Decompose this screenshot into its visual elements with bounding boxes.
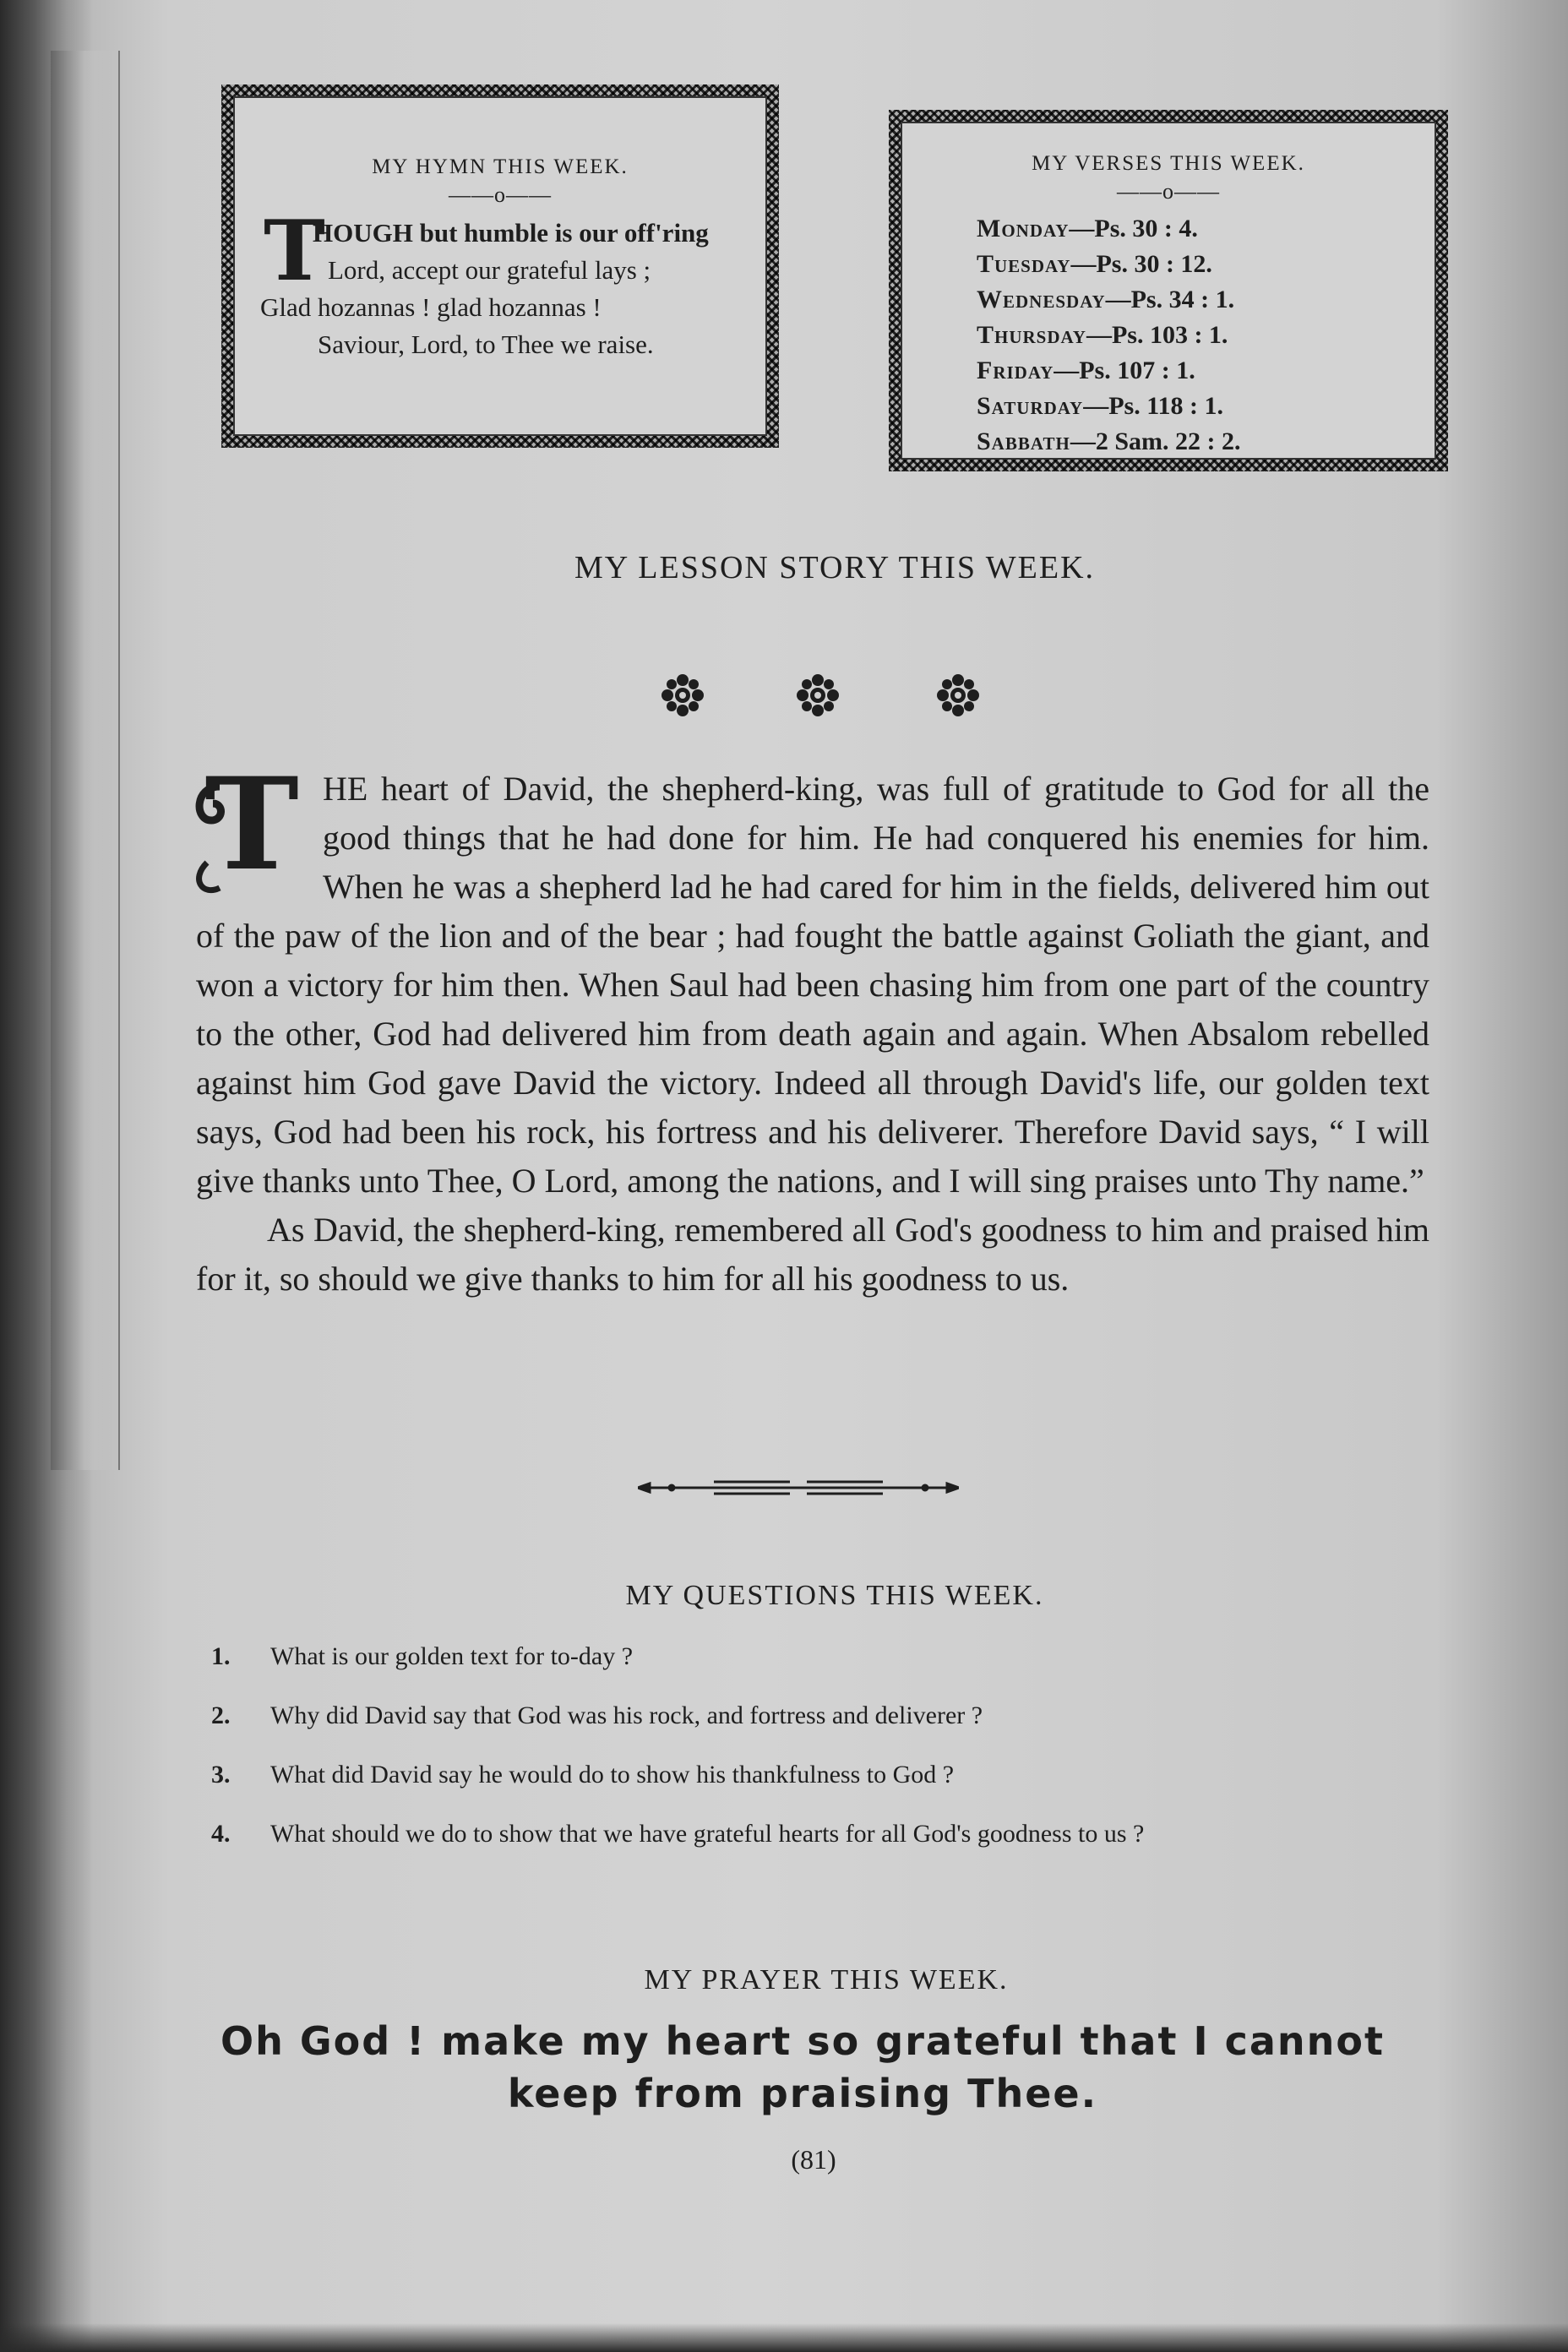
- hymn-title: MY HYMN THIS WEEK.: [372, 155, 629, 178]
- verse-tuesday: Tuesday—Ps. 30 : 12.: [977, 250, 1212, 278]
- verses-box: [889, 110, 1448, 471]
- verses-box-inner: [901, 122, 1436, 460]
- hymn-line-3: Glad hozannas ! glad hozannas !: [260, 292, 602, 322]
- question-number: 4.: [211, 1820, 231, 1848]
- hymn-line-1: HOUGH but humble is our off'ring: [313, 218, 709, 248]
- verse-friday: Friday—Ps. 107 : 1.: [977, 357, 1195, 384]
- hymn-box: [221, 84, 779, 448]
- verses-list: [902, 211, 1435, 460]
- question-number: 3.: [211, 1761, 231, 1788]
- question-item: [211, 1639, 1428, 1674]
- question-number: 2.: [211, 1701, 231, 1729]
- page-fold: [51, 51, 120, 1470]
- prayer-heading: MY PRAYER THIS WEEK.: [644, 1964, 1009, 1995]
- verse-monday: Monday—Ps. 30 : 4.: [977, 215, 1198, 242]
- question-text: Why did David say that God was his rock, and fortress and deliverer ?: [270, 1701, 983, 1729]
- question-text: What is our golden text for to-day ?: [270, 1642, 634, 1670]
- questions-heading: MY QUESTIONS THIS WEEK.: [625, 1580, 1044, 1611]
- lesson-story: [196, 750, 1429, 1304]
- page-bottom-edge: [0, 2323, 1568, 2352]
- page-number: (81): [791, 2144, 836, 2175]
- divider-ornament-icon: [638, 1475, 959, 1500]
- question-item: [211, 1757, 1428, 1793]
- question-item: [211, 1816, 1428, 1852]
- verse-thursday: Thursday—Ps. 103 : 1.: [977, 321, 1228, 349]
- prayer-text: Oh God ! make my heart so grateful that I cannot keep from praising Thee.: [220, 2018, 1385, 2116]
- verse-saturday: Saturday—Ps. 118 : 1.: [977, 392, 1224, 420]
- hymn-box-inner: [233, 96, 767, 436]
- hymn-drop-cap: T: [264, 203, 325, 300]
- hymn-line-2: Lord, accept our grateful lays ;: [328, 255, 651, 285]
- question-text: What did David say he would do to show his thankfulness to God ?: [270, 1761, 955, 1788]
- rosette-ornaments: [659, 672, 997, 722]
- rosette-icon: [934, 672, 982, 719]
- verse-wednesday: Wednesday—Ps. 34 : 1.: [977, 286, 1235, 313]
- questions-list: [211, 1639, 1428, 1876]
- question-item: [211, 1698, 1428, 1734]
- verses-ornament: ——o——: [1117, 179, 1220, 204]
- rosette-icon: [659, 672, 706, 719]
- hymn-ornament: ——o——: [449, 182, 552, 207]
- rosette-icon: [794, 672, 841, 719]
- story-paragraph-1: HE heart of David, the shepherd-king, was full of gratitude to God for all the good things that he had done for him. He had conquered his enemies for him. When he was a shepherd lad he had cared for him in the fields, delivered him out of the paw of the lion and of the bear ; had fought the battle against Goliath the giant, and won a victory for him then. When Saul had been chasing him from one part of the country to the other, God had delivered him from death again and again. When Absalom rebelled against him God gave David the victory. Indeed all through David's life, our golden text says, God had been his rock, his fortress and his deliverer. Therefore David says, “ I will give thanks unto Thee, O Lord, among the nations, and I will sing praises unto Thy name.”: [196, 770, 1429, 1200]
- story-paragraph-2: As David, the shepherd-king, remembered all God's goodness to him and praised him for it, so should we give thanks to him for all his goodness to us.: [196, 1211, 1429, 1298]
- verse-sabbath: Sabbath—2 Sam. 22 : 2.: [977, 427, 1241, 455]
- question-number: 1.: [211, 1642, 231, 1670]
- verses-title: MY VERSES THIS WEEK.: [1032, 152, 1305, 175]
- story-drop-cap: T: [193, 770, 311, 896]
- hymn-line-4: Saviour, Lord, to Thee we raise.: [318, 329, 654, 359]
- lesson-heading: MY LESSON STORY THIS WEEK.: [574, 550, 1096, 585]
- question-text: What should we do to show that we have grateful hearts for all God's goodness to us ?: [270, 1820, 1145, 1848]
- hymn-text: [235, 203, 765, 363]
